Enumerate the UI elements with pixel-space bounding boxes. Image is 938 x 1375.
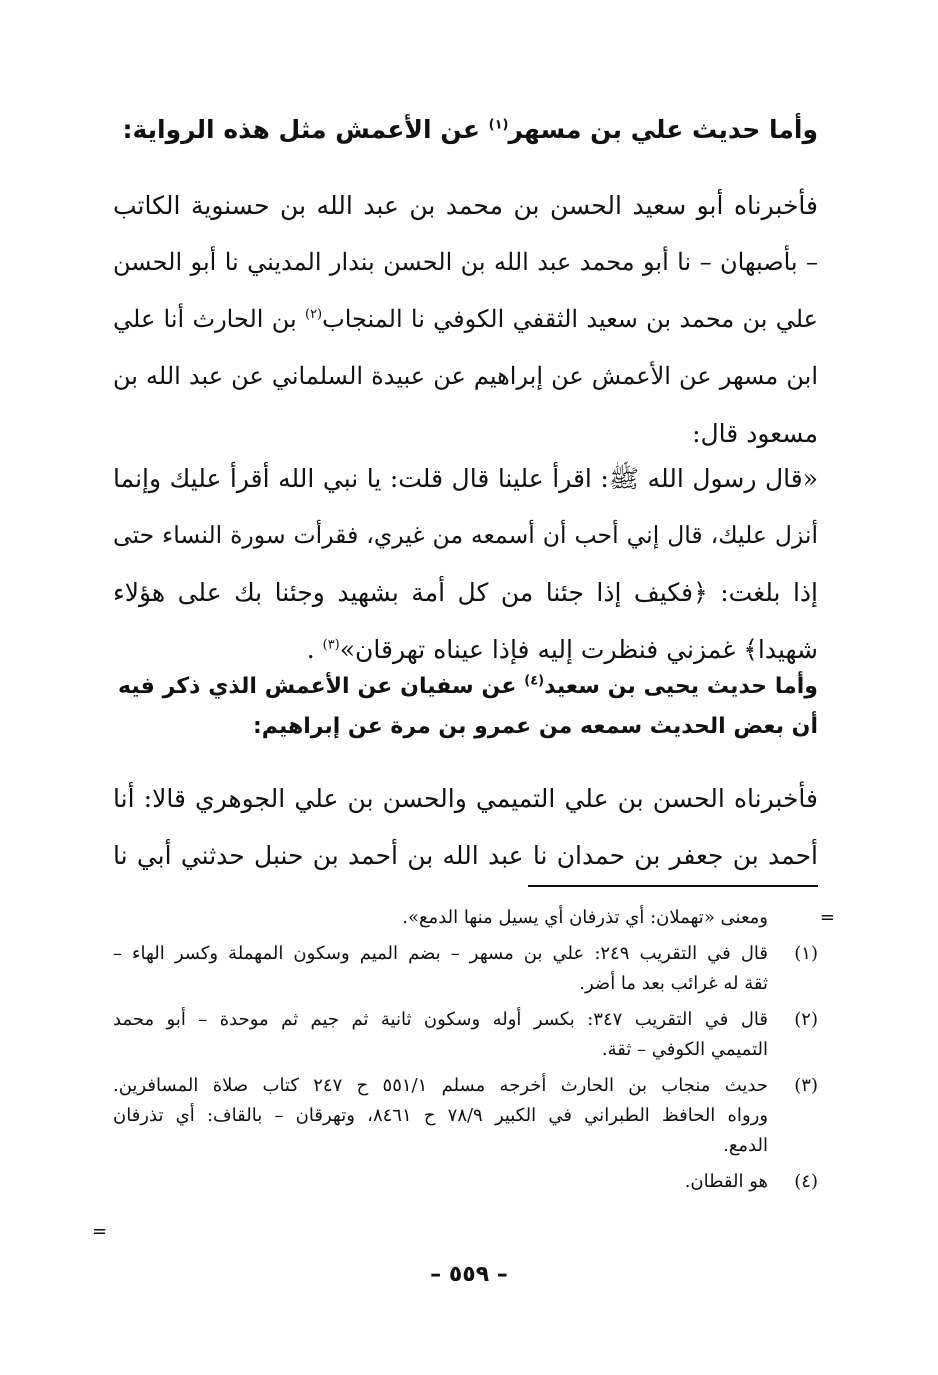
footnote-number: (١)	[794, 943, 818, 964]
carry-over-marker: =	[819, 907, 835, 928]
footnote-line: قال في التقريب ٣٤٧: بكسر أوله وسكون ثانية ثم جيم ثم موحدة – أبو محمد	[113, 1009, 769, 1030]
footnote-3	[113, 1071, 818, 1161]
footnote-2	[113, 1005, 818, 1065]
paragraph-isnad-2	[113, 770, 818, 884]
footnote-line: قال في التقريب ٢٤٩: علي بن مسهر – بضم الميم وسكون المهملة وكسر الهاء –	[113, 943, 768, 964]
heading-line: أن بعض الحديث سمعه من عمرو بن مرة عن إبراهيم:	[252, 714, 818, 739]
footnote-number: (٤)	[794, 1171, 818, 1192]
text-run: بن الحارث أنا علي	[113, 305, 305, 333]
text-run: شهيدا﴾ غمزني فنظرت إليه فإذا عيناه تهرقان»	[339, 635, 818, 664]
text-line: فأخبرناه الحسن بن علي التميمي والحسن بن علي الجوهري قالا: أنا	[113, 784, 818, 813]
footnote-line: حديث منجاب بن الحارث أخرجه مسلم ٥٥١/١ ح ٢٤٧ كتاب صلاة المسافرين.	[113, 1075, 768, 1096]
footnote-line: الدمع.	[723, 1135, 768, 1156]
text-run: .	[306, 635, 323, 664]
continuation-marker: =	[92, 1221, 108, 1242]
heading-text: وأما حديث علي بن مسهر	[508, 115, 818, 144]
footnote-line: هو القطان.	[684, 1171, 768, 1192]
text-run: علي بن محمد بن سعيد الثقفي الكوفي نا المنجاب	[322, 305, 818, 333]
text-line: «قال رسول الله ﷺ: اقرأ علينا قال قلت: يا نبي الله أقرأ عليك وإنما	[113, 464, 818, 493]
footnote-separator	[528, 885, 818, 887]
footnote-4	[113, 1167, 818, 1197]
section-heading-ali-ibn-mushir	[118, 110, 818, 150]
text-line: إذا بلغت: ﴿فكيف إذا جئنا من كل أمة بشهيد وجئنا بك على هؤلاء	[113, 578, 818, 607]
footnote-number: (٣)	[794, 1075, 818, 1096]
footnote-text	[113, 903, 768, 933]
paragraph-isnad-1	[113, 177, 818, 462]
text-line: أحمد بن جعفر بن حمدان نا عبد الله بن أحمد بن حنبل حدثني أبي نا	[113, 841, 818, 870]
heading-text: وأما حديث يحيى بن سعيد	[544, 674, 818, 699]
footnote-text	[113, 1071, 768, 1161]
footnote-text	[113, 1005, 768, 1065]
text-line: مسعود قال:	[692, 419, 818, 448]
text-line	[113, 291, 818, 348]
text-line: فأخبرناه أبو سعيد الحسن بن محمد بن عبد الله بن حسنوية الكاتب	[113, 191, 818, 220]
footnote-line: ورواه الحافظ الطبراني في الكبير ٧٨/٩ ح ٨٤٦١، وتهرقان – بالقاف: أي تذرفان	[113, 1105, 769, 1126]
text-line: ابن مسهر عن الأعمش عن إبراهيم عن عبيدة السلماني عن عبد الله بن	[113, 362, 818, 390]
footnote-ref-4[interactable]: (٤)	[524, 673, 545, 689]
footnote-1	[113, 939, 818, 999]
footnote-carry-over	[113, 903, 818, 933]
footnote-text	[113, 939, 768, 999]
heading-line	[118, 667, 818, 707]
section-heading-yahya-ibn-said	[118, 667, 818, 747]
footnote-line: ثقة له غرائب بعد ما أضر.	[579, 973, 768, 994]
footnote-number: (٢)	[794, 1009, 818, 1030]
footnote-line: التميمي الكوفي – ثقة.	[601, 1039, 768, 1060]
paragraph-hadith-text	[113, 450, 818, 678]
footnotes	[113, 903, 818, 1197]
text-line: أنزل عليك، قال إني أحب أن أسمعه من غيري، فقرأت سورة النساء حتى	[113, 521, 818, 549]
footnote-ref-2[interactable]: (٢)	[304, 307, 323, 322]
footnote-ref-3[interactable]: (٣)	[322, 637, 340, 653]
heading-text: عن الأعمش مثل هذه الرواية:	[122, 115, 489, 144]
text-line: – بأصبهان – نا أبو محمد عبد الله بن الحسن بندار المديني نا أبو الحسن	[113, 248, 819, 276]
footnote-ref-1[interactable]: (١)	[488, 117, 509, 133]
footnote-text	[113, 1167, 768, 1197]
page-number: – ٥٥٩ –	[430, 1262, 508, 1287]
heading-text: عن سفيان عن الأعمش الذي ذكر فيه	[118, 674, 525, 699]
footnote-line: ومعنى «تهملان: أي تذرفان أي يسيل منها الدمع».	[402, 907, 768, 928]
